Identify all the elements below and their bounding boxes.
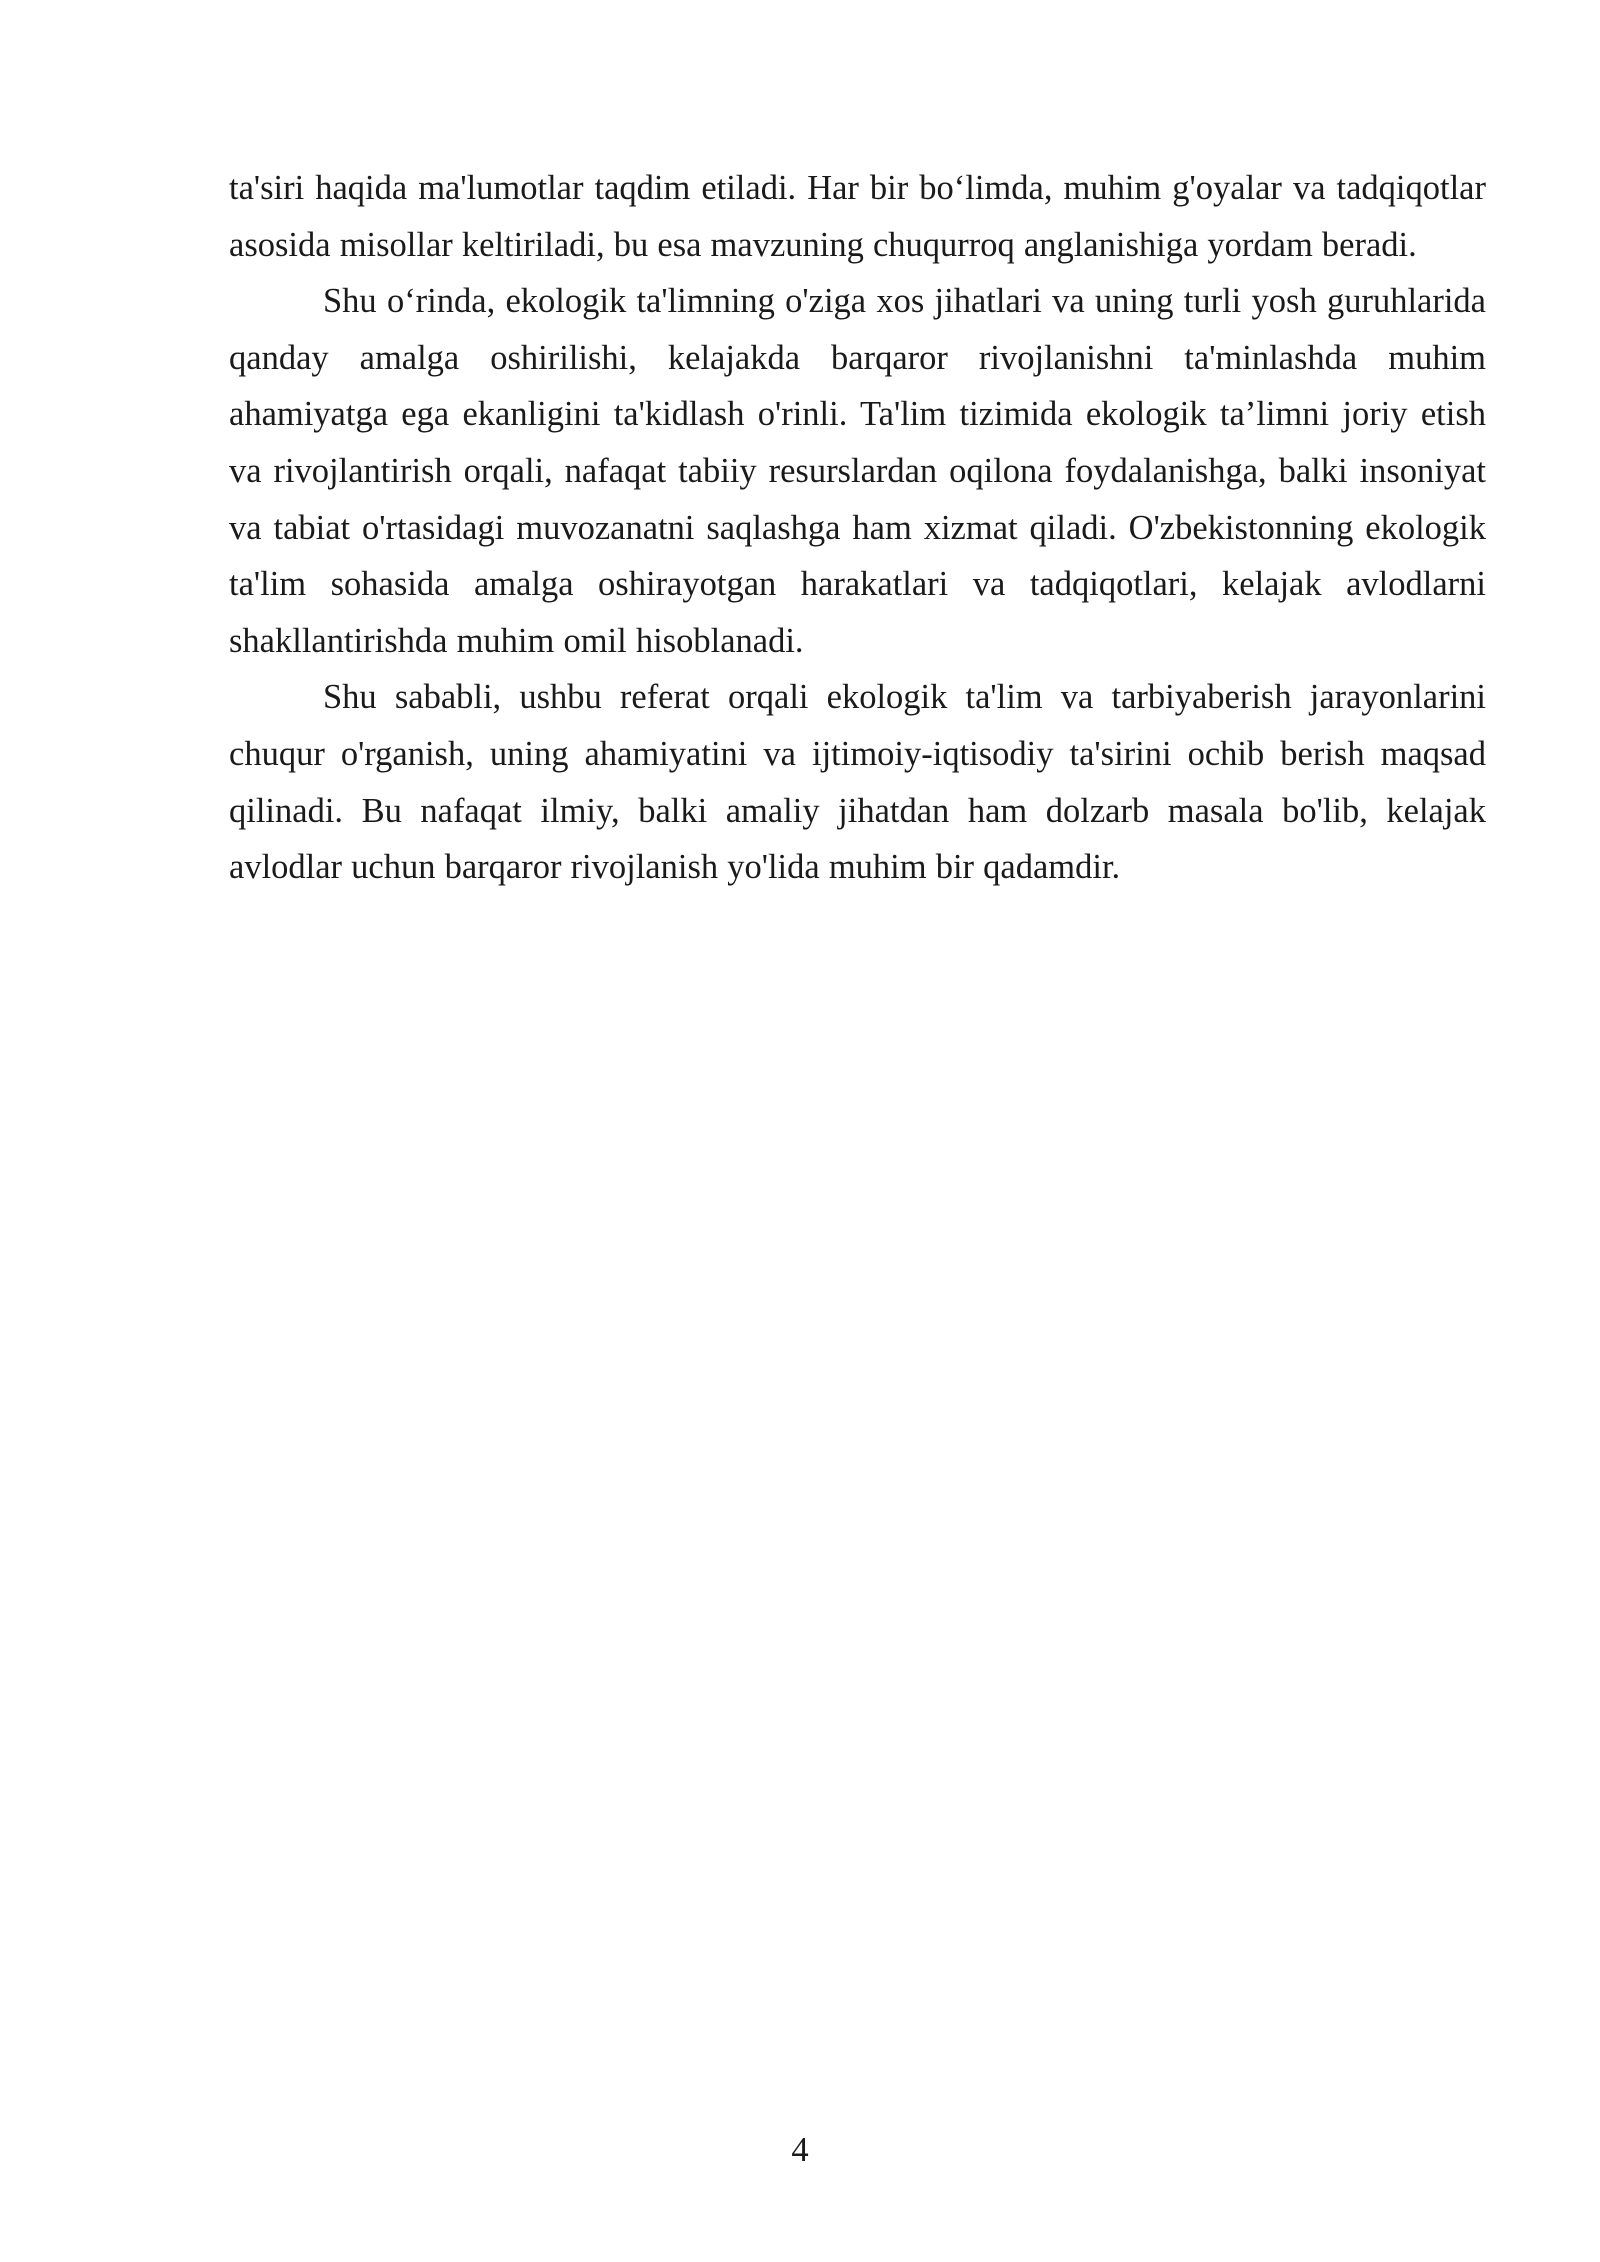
- paragraph-ecological-education: Shu o‘rinda, ekologik ta'limning o'ziga xos jihatlari va uning turli yosh guruhlarida qanday amalga oshirilishi, kelajakda barqaror rivojlanishni ta'minlashda muhim ahamiyatga ega ekanligini ta'kidlash o'rinli. Ta'lim tizimida ekologik ta’limni joriy etish va rivojlantirish orqali, nafaqat tabiiy resurslardan oqilona foydalanishga, balki insoniyat va tabiat o'rtasidagi muvozanatni saqlashga ham xizmat qiladi. O'zbekistonning ekologik ta'lim sohasida amalga oshirayotgan harakatlari va tadqiqotlari, kelajak avlodlarni shakllantirishda muhim omil hisoblanadi.: [229, 282, 1486, 660]
- paragraph-purpose: Shu sababli, ushbu referat orqali ekologik ta'lim va tarbiyaberish jarayonlarini chuqur o'rganish, uning ahamiyatini va ijtimoiy-iqtisodiy ta'sirini ochib berish maqsad qilinadi. Bu nafaqat ilmiy, balki amaliy jihatdan ham dolzarb masala bo'lib, kelajak avlodlar uchun barqaror rivojlanish yo'lida muhim bir qadamdir.: [229, 678, 1486, 887]
- paragraph-continuation: ta'siri haqida ma'lumotlar taqdim etiladi. Har bir bo‘limda, muhim g'oyalar va tadqiqotlar asosida misollar keltiriladi, bu esa mavzuning chuqurroq anglanishiga yordam beradi.: [229, 169, 1486, 264]
- body-text: [229, 160, 1486, 896]
- page-number: 4: [791, 2131, 809, 2169]
